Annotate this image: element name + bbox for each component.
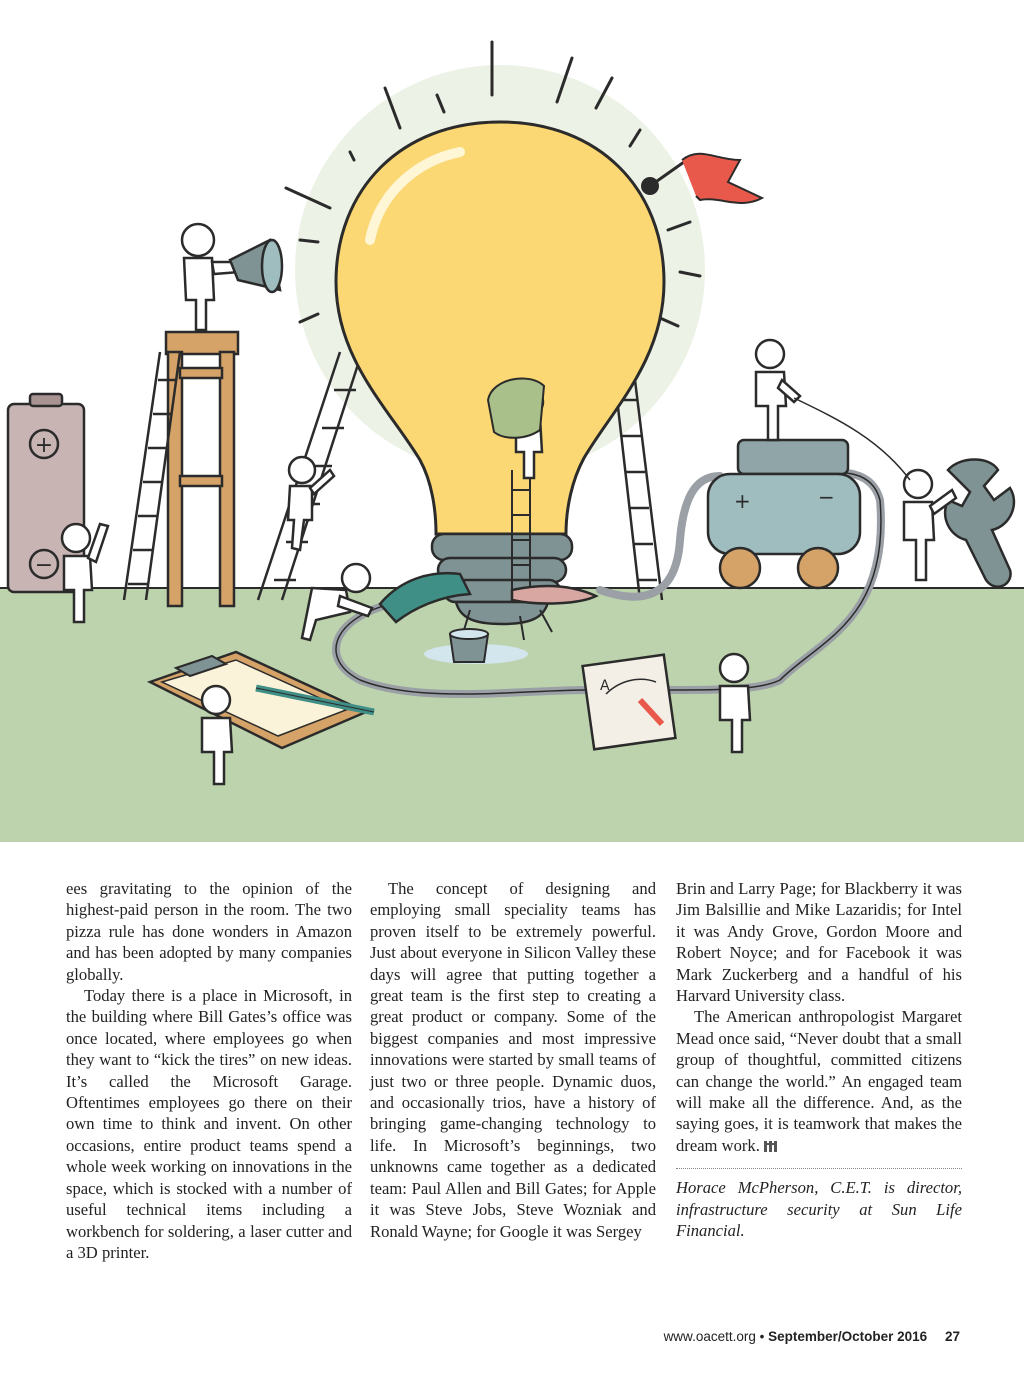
battery-plus-label: +	[34, 433, 54, 458]
author-bio: Horace McPherson, C.E.T. is director, infrastructure security at Sun Life Financial.	[676, 1178, 962, 1241]
footer-url: www.oacett.org	[663, 1329, 756, 1344]
footer-issue: September/October 2016	[768, 1329, 928, 1344]
footer-separator: •	[759, 1329, 765, 1344]
page-number: 27	[944, 1329, 960, 1344]
paragraph: Brin and Larry Page; for Blackberry it was Jim Balsillie and Mike Lazaridis; for Intel it was Andy Grove, Gordon Moore and Robert Noyce; and for Facebook it was Mark Zuckerberg and a handful of his Harvard University class.	[676, 879, 962, 1006]
paragraph-text: The American anthropologist Margaret Mead once said, “Never doubt that a small group of thoughtful, committed citizens can change the world.” An engaged team will make all the difference. And, as the saying goes, it is teamwork that makes the dream work.	[676, 1007, 962, 1155]
paragraph: Today there is a place in Microsoft, in the building where Bill Gates’s office was once located, where employees go when they want to “kick the tires” on new ideas. It’s called the Microsoft Garage. Oftentimes employees go there on their own time to think and invent. On other occasions, entire product teams spend a whole week working on innovations in the space, which is stocked with a number of useful technical items including a workbench for soldering, a laser cutter and a 3D printer.	[66, 986, 352, 1262]
paragraph	[676, 1006, 962, 1156]
divider	[676, 1168, 962, 1169]
cart-plus-label: +	[734, 489, 751, 513]
text-column-2	[370, 878, 656, 1242]
cart-minus-label: −	[818, 485, 835, 509]
ground-area	[0, 588, 1024, 842]
end-mark-icon	[764, 1141, 777, 1152]
cleaning-cloth	[488, 378, 544, 437]
battery-minus-label: −	[34, 553, 54, 578]
text-column-3	[676, 878, 962, 1242]
paragraph: The concept of designing and employing small speciality teams has proven itself to be extremely powerful. Just about everyone in Silicon Valley these days will agree that putting together a great team is the first step to creating a great product or company. Some of the biggest companies and most impressive innovations were started by small teams of just two or three people. Dynamic duos, and occasionally trios, have a history of bringing game-changing technology to life. In Microsoft’s beginnings, two unknowns came together as a dedicated team: Paul Allen and Bill Gates; for Apple it was Steve Jobs, Steve Wozniak and Ronald Wayne; for Google it was Sergey	[370, 879, 656, 1241]
ammeter	[583, 655, 676, 750]
text-column-1	[66, 878, 352, 1263]
paragraph: ees gravitating to the opinion of the highest-paid person in the room. The two pizza rule has done wonders in Amazon and has been adopted by many companies globally.	[66, 879, 352, 984]
meter-label: A	[600, 678, 610, 694]
page-footer	[664, 1329, 960, 1344]
